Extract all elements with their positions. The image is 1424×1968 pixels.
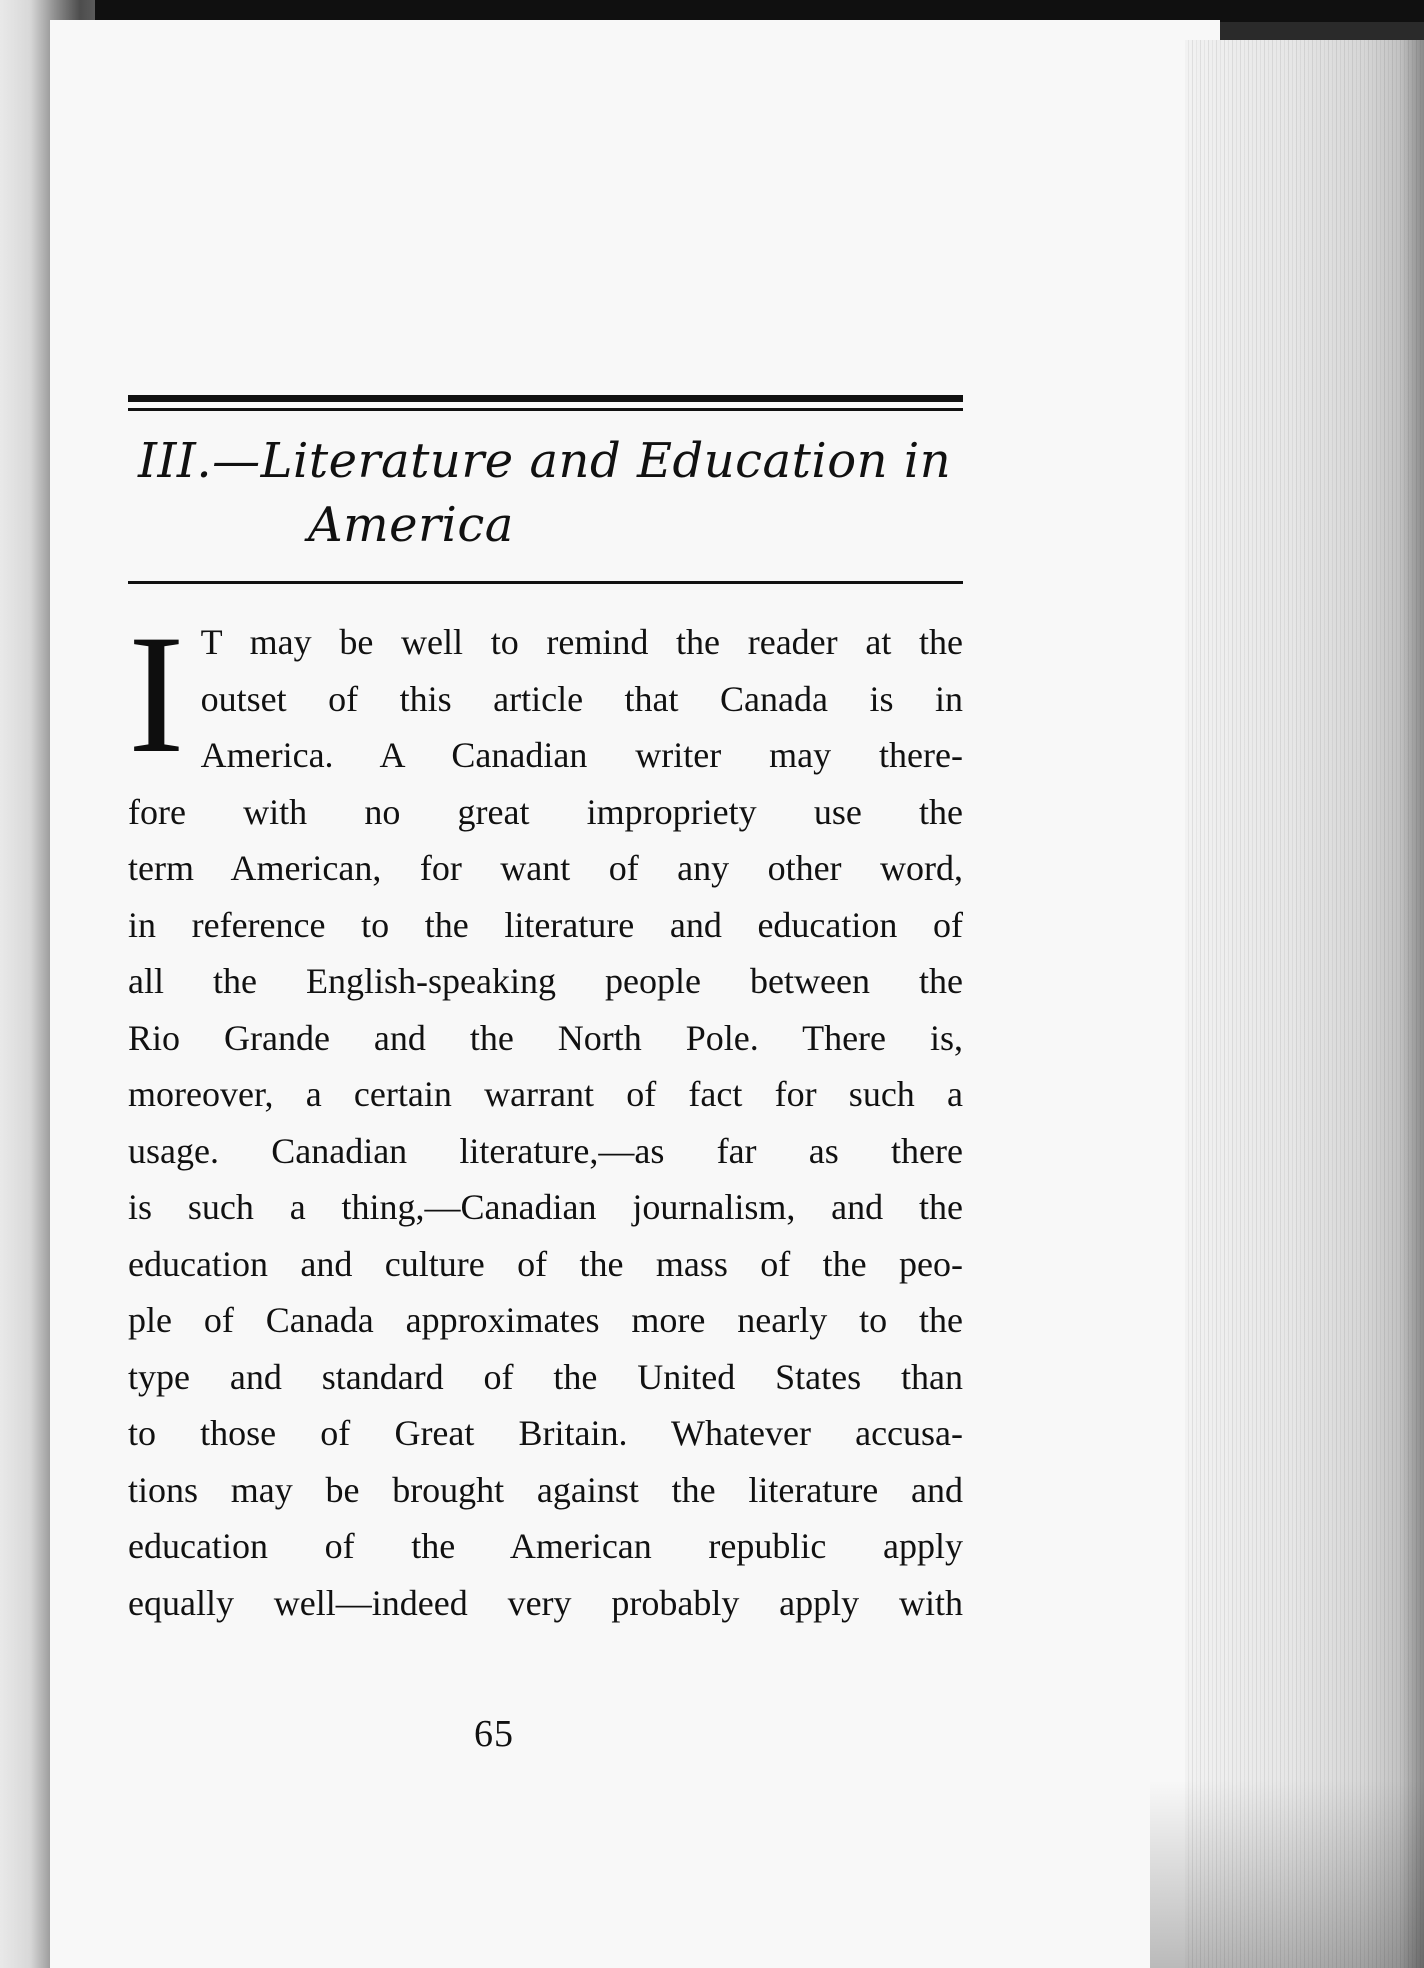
double-rule — [128, 395, 963, 411]
double-rule-thin — [128, 408, 963, 411]
text-line: fore with no great impropriety use the — [128, 791, 963, 832]
chapter-title — [138, 429, 963, 557]
text-line: to those of Great Britain. Whatever accusa- — [128, 1413, 963, 1453]
text-line: all the English-speaking people between the — [128, 961, 963, 1001]
body-paragraph — [128, 600, 963, 1631]
text-line: ple of Canada approximates more nearly to the — [128, 1300, 963, 1340]
text-line: America. A Canadian writer may there- — [200, 735, 963, 775]
chapter-title-line1: III.—Literature and Education in — [138, 433, 952, 489]
scan-top-border — [0, 0, 1424, 22]
text-line: term American, for want of any other word, — [128, 848, 963, 888]
text-line: tions may be brought against the literature and — [128, 1469, 963, 1510]
text-line: usage. Canadian literature,—as far as there — [128, 1130, 963, 1171]
bottom-shadow — [1150, 1780, 1424, 1968]
title-rule — [128, 581, 963, 584]
chapter-title-line2: America — [308, 497, 514, 553]
fore-edge-pages — [1185, 40, 1424, 1968]
page-content — [128, 395, 963, 1631]
drop-cap: I — [128, 600, 185, 788]
text-line: Rio Grande and the North Pole. There is, — [128, 1017, 963, 1058]
text-line: in reference to the literature and education of — [128, 904, 963, 945]
text-line: equally well—indeed very probably apply with — [128, 1582, 963, 1623]
text-line: moreover, a certain warrant of fact for such a — [128, 1074, 963, 1114]
double-rule-thick — [128, 395, 963, 402]
text-line: education and culture of the mass of the peo- — [128, 1243, 963, 1284]
text-line: outset of this article that Canada is in — [200, 678, 963, 719]
text-line: T may be well to remind the reader at the — [200, 622, 963, 662]
page-number: 65 — [474, 1713, 514, 1755]
text-line: is such a thing,—Canadian journalism, and the — [128, 1187, 963, 1227]
text-line: education of the American republic apply — [128, 1526, 963, 1566]
text-line: type and standard of the United States than — [128, 1356, 963, 1397]
